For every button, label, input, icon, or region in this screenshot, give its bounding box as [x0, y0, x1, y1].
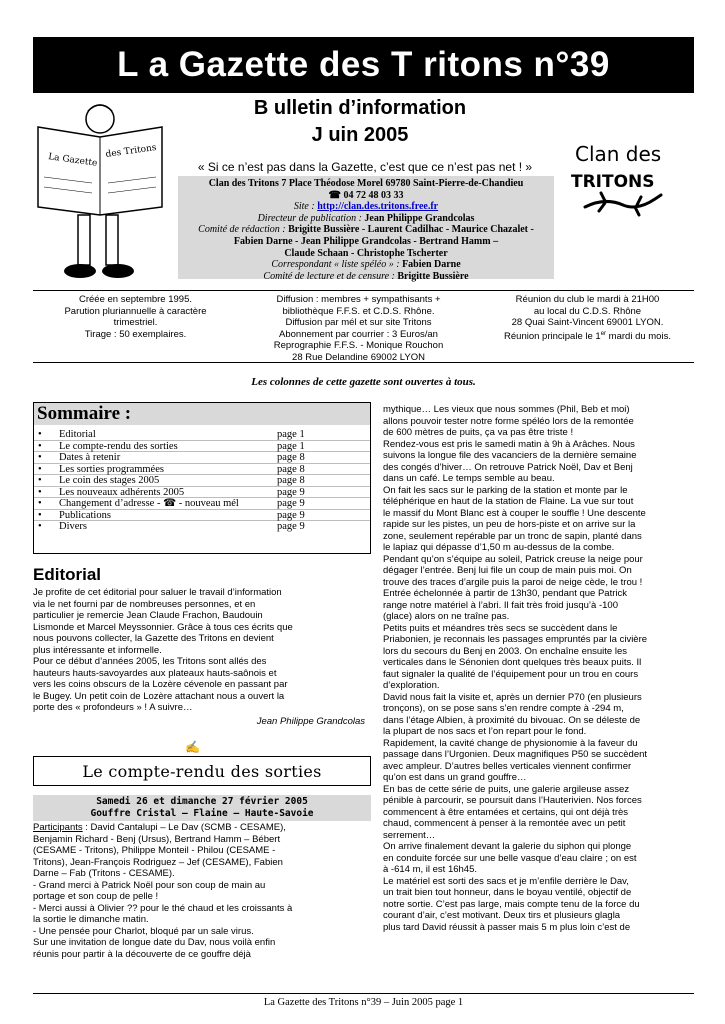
- site-line: Site : http://clan.des.tritons.free.fr: [293, 201, 439, 213]
- toc-item: • Le compte-rendu des sorties page 1: [34, 441, 370, 453]
- text-line: Pendant qu’on s’équipe au soleil, Patrick creuse la neige pour: [383, 553, 643, 565]
- gazette-title: L a Gazette des T ritons n°39: [33, 37, 694, 93]
- toc-item: • Editorial page 1: [34, 429, 370, 441]
- text-line: notre sortie. C’est pas large, mais compte tenu de la force du: [383, 898, 640, 910]
- text-line: d’exploration.: [383, 680, 440, 691]
- text-line: zone, seulement repérable par un tronc de sapin, planté dans: [383, 530, 642, 542]
- table-of-contents: [33, 402, 371, 554]
- report-continuation-column: [383, 404, 694, 933]
- text-line: suivons la longue file des vacanciers de la dernière semaine: [383, 450, 637, 461]
- logo-line1: Clan des: [575, 142, 662, 166]
- text-line: porte des « profondeurs » ! A suivre…: [33, 702, 193, 713]
- text-line: verticales dans le Sénonien dont quelques très beaux puits. Il: [383, 657, 642, 668]
- text-line: hauteurs hauts-savoyardes aux plateaux hauts-saônois et: [33, 667, 277, 679]
- text-line: la plupart de nos sacs et l’on repart pour le fond.: [383, 726, 587, 737]
- issue-date: J uin 2005: [311, 124, 409, 146]
- text-line: On arrive finalement devant la galerie du siphon qui plonge: [383, 841, 632, 852]
- text-line: mythique… Les vieux que nous sommes (Phil, Beb et moi): [383, 404, 630, 415]
- text-line: - Grand merci à Patrick Noël pour son coup de main au: [33, 879, 266, 891]
- text-line: via le net fourni par de nombreuses personnes, et en: [33, 598, 256, 610]
- text-line: téléphérique en haut de la station de Flaine. La vue sur tout: [383, 496, 634, 507]
- section-header-compte-rendu: [33, 756, 371, 786]
- text-line: qu’on est dans un grand gouffre…: [383, 772, 527, 783]
- participants-label: Participants: [33, 822, 83, 833]
- reader-mascot-icon: [30, 97, 170, 287]
- correspondent-line: Correspondant « liste spéléo » : Fabien Darne: [271, 259, 461, 271]
- outing-date: Samedi 26 et dimanche 27 février 2005: [96, 796, 308, 807]
- text-line: (CESAME - Tritons), Philippe Monteil - Philou (CESAME -: [33, 845, 276, 856]
- text-line: avec ampleur. D’autres belles verticales viennent confirmer: [383, 760, 632, 772]
- text-line: à -614 m, il est 16h45.: [383, 864, 477, 875]
- toc-list: [34, 429, 370, 533]
- outing-header: [33, 795, 371, 821]
- text-line: range notre matériel à l’abri. Il fait très froid jusqu’à -100: [383, 599, 618, 611]
- toc-item: • Dates à retenir page 8: [34, 452, 370, 464]
- text-line: vers les coins obscurs de la Lozère cévenole en passant par: [33, 679, 288, 690]
- text-line: Tritons), Jean-François Rodriguez – Jef (CESAME), Fabien: [33, 856, 283, 868]
- meeting-info: Réunion du club le mardi à 21H00 au local du C.D.S. Rhône 28 Quai Saint-Vincent 69001 LYON. Réunion principale le 1er mardi du mois.: [504, 294, 671, 342]
- text-line: (glace) alors on ne traîne pas.: [383, 611, 510, 622]
- committee-line-1: Comité de rédaction : Brigitte Bussière - Laurent Cadilhac - Maurice Chazalet -: [198, 224, 534, 236]
- creation-info: Créée en septembre 1995. Parution pluriannuelle à caractère trimestriel. Tirage : 50 exemplaires.: [64, 294, 207, 340]
- text-line: Le matériel est sorti des sacs et je m’enfile derrière le Dav,: [383, 875, 629, 887]
- text-line: Priabonien, je reconnais les passages empruntés par la civière: [383, 634, 648, 645]
- page-footer: La Gazette des Tritons n°39 – Juin 2005 page 1: [33, 993, 694, 1008]
- text-line: - Merci aussi à Olivier ?? pour le thé chaud et les croissants à: [33, 902, 293, 914]
- club-address: Clan des Tritons 7 Place Théodose Morel 69780 Saint-Pierre-de-Chandieu: [208, 178, 524, 189]
- text-line: nous pouvons collecter, la Gazette des Tritons en devient: [33, 633, 274, 644]
- text-line: En bas de cette série de puits, une galerie argileuse assez: [383, 783, 630, 795]
- mascot-newspaper-text-right: des Tritons: [105, 142, 158, 160]
- logo-line2: TRITONS: [571, 172, 655, 192]
- text-line: le Bugey. Un petit coin de Lozère attachant nous a ouvert la: [33, 690, 285, 702]
- text-line: dégager l’entrée. Benj lui file un coup de main puis moi. On: [383, 565, 632, 576]
- text-line: des congés d’hiver… On retrouve Patrick Noël, Dav et Benj: [383, 461, 633, 473]
- text-line: le massif du Mont Blanc est à couper le souffle ! Une descente: [383, 507, 646, 519]
- text-line: dans un café. Le temps semble au beau.: [383, 473, 555, 484]
- gazette-motto: « Si ce n’est pas dans la Gazette, c’est que ce n’est pas net ! »: [197, 160, 533, 174]
- text-line: Petits puits et méandres très secs se succèdent dans le: [383, 622, 618, 634]
- text-line: Benjamin Richard - Benj (Ursus), Bertrand Hamm – Bébert: [33, 833, 281, 845]
- text-line: Rapidement, la cavité change de physionomie à la faveur du: [383, 737, 638, 749]
- toc-item: • Les sorties programmées page 8: [34, 464, 370, 476]
- committee-line-2: Fabien Darne - Jean Philippe Grandcolas - Bertrand Hamm –: [233, 235, 499, 247]
- text-line: en conduite forcée sur une belle vasque d’eau claire ; on est: [383, 852, 637, 864]
- text-line: Lismonde et Marcel Meyssonnier. Grâce à tous ces écrits que: [33, 621, 293, 633]
- toc-item: • Les nouveaux adhérents 2005 page 9: [34, 487, 370, 499]
- text-line: plus tard David réussit à passer mais 5 m plus loin c’est de: [383, 921, 631, 933]
- open-columns-note: Les colonnes de cette gazette sont ouvertes à tous.: [251, 376, 476, 388]
- writing-hand-icon: ✍: [185, 740, 200, 754]
- text-line: serrement…: [383, 829, 436, 841]
- text-line: un trait bien tout honneur, dans le boyau ventilé, objectif de: [383, 887, 632, 898]
- text-line: réunis pour partir à la découverte de ce gouffre déjà: [33, 948, 251, 960]
- text-line: lors du secours du Benj en 2003. On enchaîne ensuite les: [383, 645, 627, 657]
- text-line: Pour ce début d’années 2005, les Tritons sont allés des: [33, 656, 267, 667]
- text-line: chaud, commencent à penser à la remontée avec un petit: [383, 818, 626, 829]
- outing-report-text: Participants : David Cantalupi – Le Dav (SCMB - CESAME), Benjamin Richard - Benj (Ursus), Bertrand Hamm – Bébert (CESAME - Tritons), Philippe Monteil - Philou (CESAME - Tritons), Jean-François Rodriguez – Jef (CESAME), Fabien Darne – Fab (Tritons - CESAME). - Grand merci à Patrick Noël pour son coup de main au portage et son coup de pelle ! - Merci aussi à Olivier ?? pour le thé chaud et les croissants à la sortie le dimanche matin. - Une pensée pour Charlot, bloqué par un sale virus. Sur une invitation de longue date du Dav, nous voilà enfin réunis pour partir à la découverte de ce gouffre déjà: [33, 822, 371, 960]
- publication-details: [33, 290, 694, 363]
- text-line: commencent à être entamées et certains, qui ont déjà très: [383, 806, 629, 818]
- club-phone: ☎ 04 72 48 03 33: [328, 189, 404, 201]
- text-line: Je profite de cet éditorial pour saluer le travail d’information: [33, 587, 282, 598]
- editorial-signature: Jean Philippe Grandcolas: [256, 716, 365, 727]
- clan-des-tritons-logo: [565, 135, 675, 220]
- sommaire-title: Sommaire :: [34, 403, 370, 425]
- text-line: tronçons), on se pose sans s’en rendre compte à -294 m,: [383, 703, 624, 714]
- text-line: rapide sur les pistes, un peu de hors-piste et on arrive sur la: [383, 519, 636, 530]
- mascot-newspaper-text-left: La Gazette: [47, 152, 98, 169]
- text-line: Rendez-vous est pris le samedi matin à 9h à Arâches. Nous: [383, 438, 635, 450]
- text-line: Darne – Fab (Tritons - CESAME).: [33, 868, 175, 879]
- text-line: allons pouvoir tester notre forme spéléo lors de la remontée: [383, 415, 634, 427]
- editorial-title: Editorial: [33, 565, 102, 584]
- reading-committee-line: Comité de lecture et de censure : Brigitte Bussière: [263, 270, 469, 282]
- director-line: Directeur de publication : Jean Philippe Grandcolas: [257, 212, 475, 224]
- publication-info-box: [178, 176, 554, 282]
- text-line: pénible à parcourir, se poursuit dans l’Hauterivien. Nos forces: [383, 795, 642, 806]
- toc-item: • Changement d’adresse - ☎ - nouveau mél page 9: [34, 498, 370, 510]
- text-line: - Une pensée pour Charlot, bloqué par un sale virus.: [33, 925, 254, 937]
- text-line: la sortie le dimanche matin.: [33, 914, 149, 925]
- text-line: particulier je remercie Jean Claude Frachon, Baudouin: [33, 610, 263, 621]
- toc-item: • Divers page 9: [38, 521, 305, 532]
- text-line: On fait les sacs sur le parking de la station et monte par le: [383, 484, 628, 496]
- site-link[interactable]: http://clan.des.tritons.free.fr: [317, 201, 439, 213]
- text-line: David nous fait la visite et, après un dernier P70 (en plusieurs: [383, 691, 642, 703]
- text-line: trouve des traces d’argile puis la paroi de neige cède, le trou !: [383, 576, 643, 588]
- committee-line-3: Claude Schaan - Christophe Tscherter: [284, 247, 448, 259]
- text-line: faut signaler la qualité de l’équipement pour un trou en cours: [383, 668, 639, 680]
- text-line: portage et son coup de pelle !: [33, 891, 159, 902]
- bulletin-subtitle: B ulletin d’information: [253, 97, 467, 119]
- section-title: Le compte-rendu des sorties: [82, 761, 322, 781]
- outing-location: Gouffre Cristal – Flaine – Haute-Savoie: [90, 808, 314, 819]
- toc-item: • Le coin des stages 2005 page 8: [34, 475, 370, 487]
- text-line: plus intéressante et informelle.: [33, 644, 162, 656]
- toc-item: • Publications page 9: [34, 510, 370, 522]
- text-line: Entrée échelonnée à partir de 13h30, pendant que Patrick: [383, 588, 628, 599]
- text-line: passage dans l’Urgonien. Deux magnifiques P50 se succèdent: [383, 749, 648, 760]
- text-line: le lapiaz qui dépasse d’1,50 m au-dessus de la combe.: [383, 542, 615, 553]
- diffusion-info: Diffusion : membres + sympathisants + bibliothèque F.F.S. et C.D.S. Rhône. Diffusion par mél et sur site Tritons Abonnement par courrier : 3 Euros/an Reprographie F.F.S. - Monique Rouchon 28 Rue Delandine 69002 LYON: [273, 294, 444, 363]
- text-line: de 600 mètres de puits, ça va pas être triste !: [383, 427, 574, 438]
- editorial-text: [33, 587, 365, 714]
- text-line: courant d’air, c’est motivant. Deux tirs et plusieurs glagla: [383, 910, 621, 921]
- salamander-icon: [585, 193, 661, 215]
- text-line: dans l’étage Albien, à proximité du bivouac. On se déleste de: [383, 714, 641, 726]
- text-line: Sur une invitation de longue date du Dav, nous voilà enfin: [33, 937, 276, 948]
